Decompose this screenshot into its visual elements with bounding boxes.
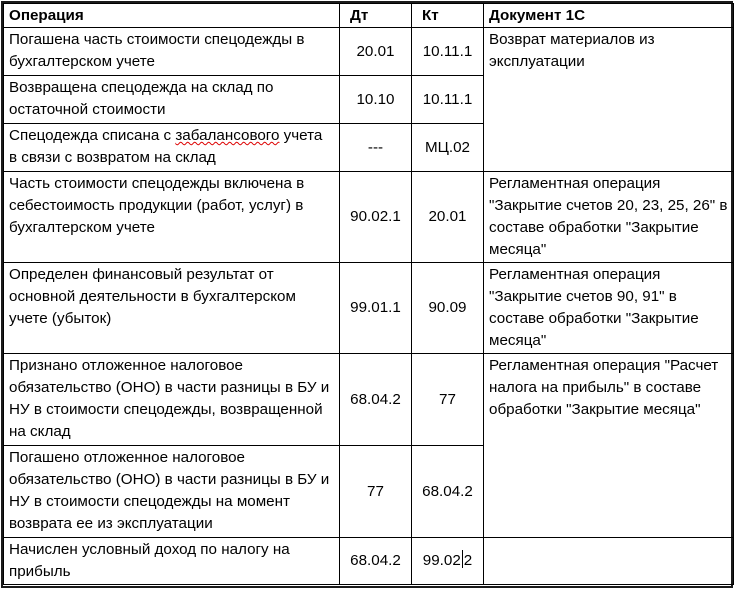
document-cell	[484, 538, 734, 585]
debit-cell: ---	[340, 124, 412, 172]
operation-cell: Определен финансовый результат от основной деятельности в бухгалтерском учете (убыток)	[4, 263, 340, 354]
operation-cell: Начислен условный доход по налогу на прибыль	[4, 538, 340, 585]
credit-cell[interactable]	[412, 538, 484, 585]
table-row	[4, 263, 734, 354]
debit-cell: 77	[340, 446, 412, 538]
operation-cell: Часть стоимости спецодежды включена в себестоимость продукции (работ, услуг) в бухгалтерском учете	[4, 172, 340, 263]
table-header-row	[4, 4, 734, 28]
header-credit: Кт	[412, 4, 484, 28]
credit-cell: 10.11.1	[412, 76, 484, 124]
debit-cell: 90.02.1	[340, 172, 412, 263]
credit-cell: 10.11.1	[412, 28, 484, 76]
operation-text: Спецодежда списана с	[9, 127, 176, 144]
operation-cell: Погашена часть стоимости спецодежды в бухгалтерском учете	[4, 28, 340, 76]
operation-cell	[4, 124, 340, 172]
credit-text: 2	[463, 552, 473, 569]
credit-cell: МЦ.02	[412, 124, 484, 172]
credit-cell: 68.04.2	[412, 446, 484, 538]
document-cell: Регламентная операция "Закрытие счетов 20, 23, 25, 26" в составе обработки "Закрытие месяца"	[484, 172, 734, 263]
table-row	[4, 538, 734, 585]
debit-cell: 10.10	[340, 76, 412, 124]
operation-cell: Погашено отложенное налоговое обязательство (ОНО) в части разницы в БУ и НУ в стоимости спецодежды на момент возврата ее из эксплуатации	[4, 446, 340, 538]
header-operation: Операция	[4, 4, 340, 28]
document-cell: Возврат материалов из эксплуатации	[484, 28, 734, 172]
header-debit: Дт	[340, 4, 412, 28]
debit-cell: 68.04.2	[340, 354, 412, 446]
table-row	[4, 172, 734, 263]
table-row	[4, 354, 734, 446]
credit-text: 99.02	[422, 552, 461, 569]
header-document: Документ 1С	[484, 4, 734, 28]
spellcheck-word: забалансового	[175, 127, 280, 144]
table-row	[4, 28, 734, 76]
debit-cell: 68.04.2	[340, 538, 412, 585]
debit-cell: 99.01.1	[340, 263, 412, 354]
operation-cell: Возвращена спецодежда на склад по остаточной стоимости	[4, 76, 340, 124]
operation-text: учета в связи с возвратом на склад	[9, 127, 323, 166]
credit-cell: 77	[412, 354, 484, 446]
credit-cell: 20.01	[412, 172, 484, 263]
document-cell: Регламентная операция "Расчет налога на прибыль" в составе обработки "Закрытие месяца"	[484, 354, 734, 538]
debit-cell: 20.01	[340, 28, 412, 76]
credit-cell: 90.09	[412, 263, 484, 354]
text-cursor	[462, 550, 463, 568]
operations-table	[3, 3, 734, 585]
document-cell: Регламентная операция "Закрытие счетов 90, 91" в составе обработки "Закрытие месяца"	[484, 263, 734, 354]
operation-cell: Признано отложенное налоговое обязательство (ОНО) в части разницы в БУ и НУ в стоимости спецодежды, возвращенной на склад	[4, 354, 340, 446]
